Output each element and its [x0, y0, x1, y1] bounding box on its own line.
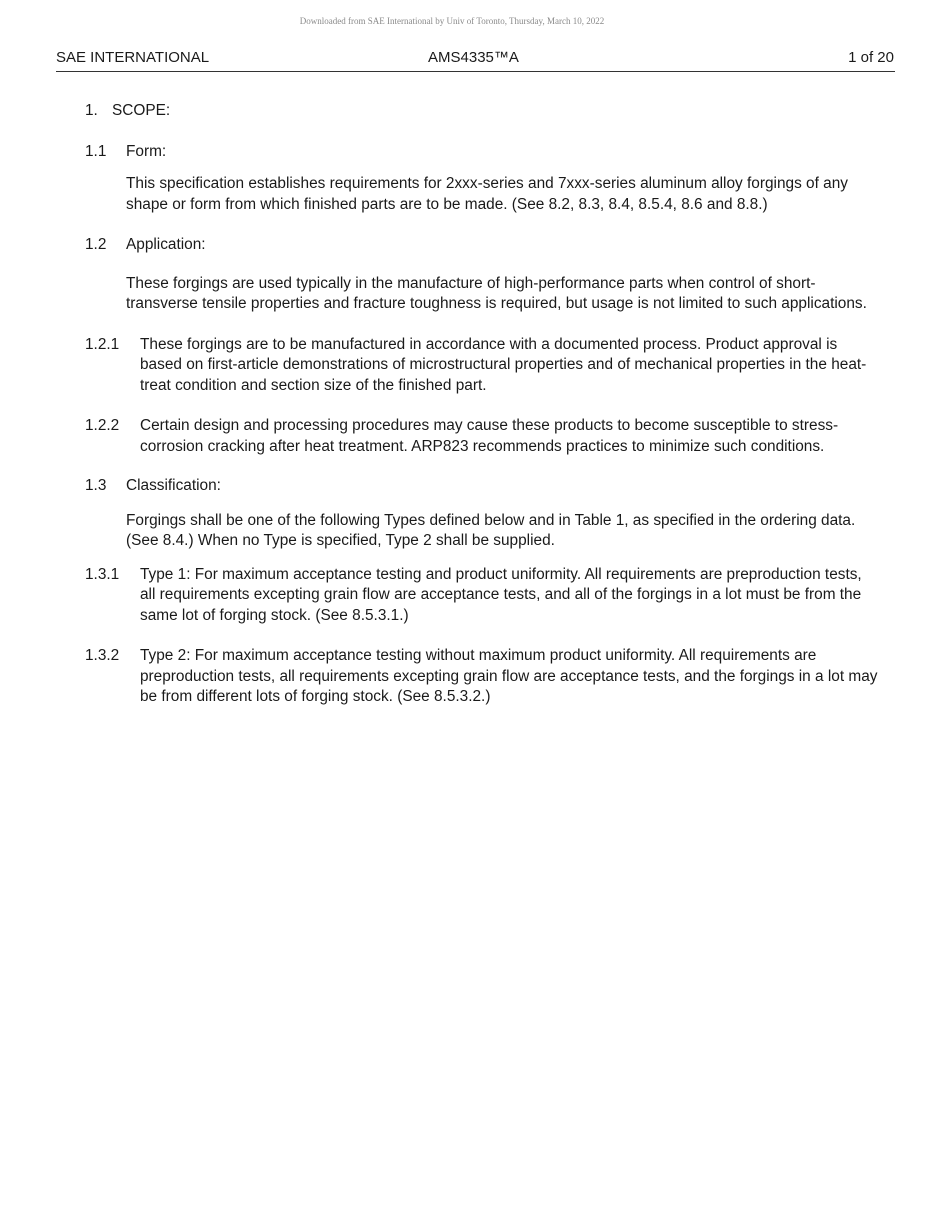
section-title: Classification:: [126, 477, 221, 494]
section-1-2-body: These forgings are used typically in the manufacture of high-performance parts when control of short-transverse tensile properties and fracture toughness is required, but usage is not limited to such applications.: [126, 274, 867, 312]
section-1-2-heading: [85, 235, 880, 256]
section-1-1-heading: [85, 142, 880, 163]
document-body: [85, 101, 880, 708]
section-number: 1.3.2: [85, 647, 120, 664]
section-title: Application:: [126, 236, 206, 253]
header-org: SAE INTERNATIONAL: [56, 49, 210, 66]
section-body: These forgings are to be manufactured in accordance with a documented process. Product approval is based on first-article demonstrations of microstructural properties and of mechanical properties in the heat-treat condition and section size of the finished part.: [140, 335, 867, 394]
section-1-3-1: [85, 565, 880, 627]
section-title: SCOPE:: [112, 102, 171, 119]
section-number: 1.2.1: [85, 335, 120, 353]
section-number: 1.3.1: [85, 565, 120, 583]
section-1-2-1: [85, 335, 880, 397]
header-page-number: 1 of 20: [848, 49, 894, 66]
section-1-heading: [85, 101, 880, 122]
section-number: 1.2.2: [85, 417, 120, 434]
section-1-3-heading: [85, 476, 880, 497]
section-number: 1.3: [85, 477, 107, 494]
header-doc-id: AMS4335™A: [428, 49, 519, 66]
section-title: Form:: [126, 142, 167, 160]
section-number: 1.: [85, 102, 98, 119]
section-1-1-body: This specification establishes requirements for 2xxx-series and 7xxx-series aluminum alloy forgings of any shape or form from which finished parts are to be made. (See 8.2, 8.3, 8.4, 8.5.4, 8.6 and 8.8.): [126, 175, 848, 213]
section-1-3-2: [85, 646, 880, 708]
section-body: Type 2: For maximum acceptance testing without maximum product uniformity. All requirements are preproduction tests, all requirements excepting grain flow are acceptance tests, and the forgings in a lot may be from different lots of forging stock. (See 8.5.3.2.): [140, 647, 878, 705]
section-1-2-2: [85, 416, 880, 457]
page-header: [56, 49, 895, 72]
section-body: Certain design and processing procedures may cause these products to become susceptible to stress-corrosion cracking after heat treatment. ARP823 recommends practices to minimize such conditions.: [140, 417, 839, 455]
section-number: 1.1: [85, 142, 107, 160]
section-1-3-body: Forgings shall be one of the following Types defined below and in Table 1, as specified in the ordering data. (See 8.4.) When no Type is specified, Type 2 shall be supplied.: [126, 511, 856, 549]
section-number: 1.2: [85, 236, 107, 253]
section-body: Type 1: For maximum acceptance testing and product uniformity. All requirements are preproduction tests, all requirements excepting grain flow are acceptance tests, and all of the forgings in a lot must be from the same lot of forging stock. (See 8.5.3.1.): [140, 565, 862, 624]
download-watermark: Downloaded from SAE International by Univ of Toronto, Thursday, March 10, 2022: [299, 16, 605, 26]
